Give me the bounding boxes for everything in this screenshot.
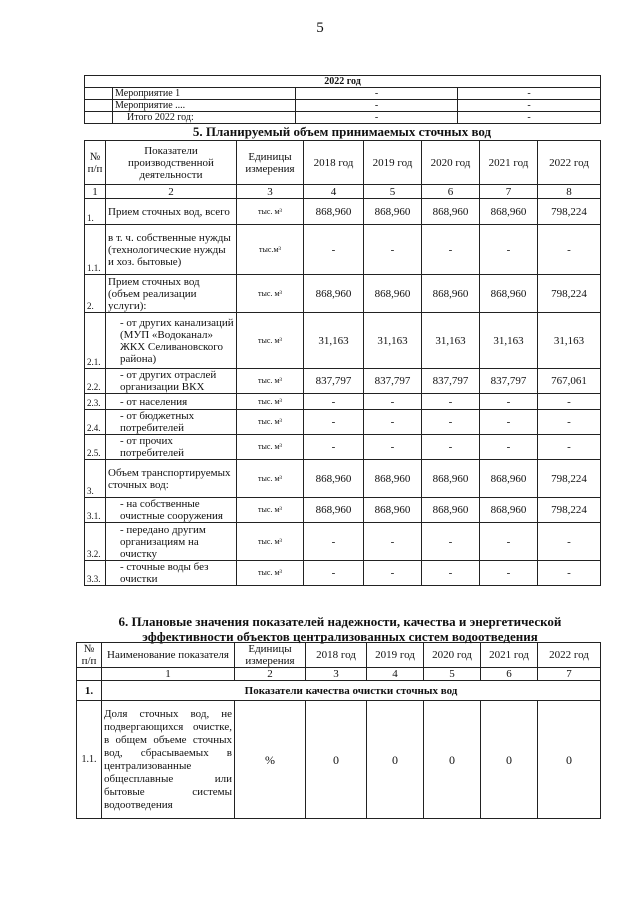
table-row — [85, 460, 601, 498]
row-unit: тыс. м³ — [237, 369, 304, 394]
header-indicator: Наименование показателя — [102, 643, 235, 668]
row-indicator: Прием сточных вод, всего — [106, 199, 237, 225]
row-unit: тыс. м³ — [237, 561, 304, 586]
row-indicator: Объем транспортируемых сточных вод: — [106, 460, 237, 498]
table-row — [85, 523, 601, 561]
row-number: 2.1. — [85, 313, 106, 369]
header-year: 2022 год — [538, 643, 601, 668]
table-row: Мероприятие .... - - — [85, 100, 601, 112]
row-value: - — [538, 561, 601, 586]
row-value: 868,960 — [364, 498, 422, 523]
table-row — [85, 435, 601, 460]
header-year: 2019 год — [367, 643, 424, 668]
row-value: - — [422, 225, 480, 275]
row-unit: тыс. м³ — [237, 435, 304, 460]
row-value: - — [304, 410, 364, 435]
row-indicator: - на собственные очистные сооружения — [106, 498, 237, 523]
row-value: - — [364, 435, 422, 460]
table-row: Итого 2022 год: - - — [85, 112, 601, 124]
row-value: - — [304, 435, 364, 460]
row-indicator: - от населения — [106, 394, 237, 410]
header-year: 2019 год — [364, 141, 422, 185]
row-number: 2.5. — [85, 435, 106, 460]
table-row — [85, 410, 601, 435]
row-value: 868,960 — [304, 460, 364, 498]
row-number: 3. — [85, 460, 106, 498]
row-indicator: - передано другим организациям на очистку — [106, 523, 237, 561]
row-value: - — [538, 225, 601, 275]
row-number: 3.3. — [85, 561, 106, 586]
row-value: 868,960 — [422, 275, 480, 313]
table-row — [85, 394, 601, 410]
group-row: 1. Показатели качества очистки сточных вод — [77, 681, 601, 701]
header-num: № п/п — [85, 141, 106, 185]
row-value: 798,224 — [538, 460, 601, 498]
row-number: 2. — [85, 275, 106, 313]
row-value: 837,797 — [304, 369, 364, 394]
row-value: 868,960 — [480, 498, 538, 523]
row-unit: тыс.м³ — [237, 225, 304, 275]
row-number: 2.4. — [85, 410, 106, 435]
row-value: - — [422, 410, 480, 435]
row-value: 837,797 — [364, 369, 422, 394]
row-value: 798,224 — [538, 275, 601, 313]
header-unit: Единицы измерения — [237, 141, 304, 185]
row-value: - — [480, 410, 538, 435]
activities-table — [84, 75, 601, 124]
row-indicator: - от прочих потребителей — [106, 435, 237, 460]
row-value: 31,163 — [304, 313, 364, 369]
row-unit: тыс. м³ — [237, 313, 304, 369]
row-value: 31,163 — [422, 313, 480, 369]
row-value: 868,960 — [364, 460, 422, 498]
row-value: - — [304, 523, 364, 561]
row-value: - — [304, 561, 364, 586]
row-number: 3.1. — [85, 498, 106, 523]
row-value: - — [422, 435, 480, 460]
row-unit: тыс. м³ — [237, 410, 304, 435]
row-value: - — [480, 523, 538, 561]
row-unit: тыс. м³ — [237, 394, 304, 410]
table-row: 1.1. Доля сточных вод, не подвергающихся очистке, в общем объеме сточных вод, сбрасываемых в централизованные общесплавные или бытовые системы водоотведения % 0 0 0 0 0 — [77, 701, 601, 819]
header-year: 2018 год — [304, 141, 364, 185]
row-value: - — [480, 225, 538, 275]
row-value: 868,960 — [422, 460, 480, 498]
column-numbers-row: 1 2 3 4 5 6 7 8 — [85, 185, 601, 199]
row-value: 798,224 — [538, 199, 601, 225]
row-number: 2.3. — [85, 394, 106, 410]
row-value: - — [364, 410, 422, 435]
header-num: № п/п — [77, 643, 102, 668]
row-value: 798,224 — [538, 498, 601, 523]
row-indicator: - от других канализаций (МУП «Водоканал» ЖКХ Селивановского района) — [106, 313, 237, 369]
row-unit: тыс. м³ — [237, 498, 304, 523]
section5-title: 5. Планируемый объем принимаемых сточных вод — [192, 124, 492, 139]
row-value: 868,960 — [480, 199, 538, 225]
table-row: Мероприятие 1 - - — [85, 88, 601, 100]
table-row — [85, 225, 601, 275]
row-unit: тыс. м³ — [237, 275, 304, 313]
row-number: 2.2. — [85, 369, 106, 394]
header-year: 2020 год — [424, 643, 481, 668]
header-year: 2018 год — [306, 643, 367, 668]
row-value: - — [422, 523, 480, 561]
row-value: 31,163 — [538, 313, 601, 369]
row-value: - — [364, 394, 422, 410]
row-value: 31,163 — [364, 313, 422, 369]
table-row — [85, 498, 601, 523]
table-row — [85, 561, 601, 586]
row-value: 868,960 — [422, 498, 480, 523]
row-unit: тыс. м³ — [237, 199, 304, 225]
row-number: 1. — [85, 199, 106, 225]
row-value: - — [538, 394, 601, 410]
column-numbers-row: 1 2 3 4 5 6 7 — [77, 668, 601, 681]
header-year: 2020 год — [422, 141, 480, 185]
row-value: - — [304, 225, 364, 275]
row-value: 868,960 — [304, 498, 364, 523]
row-value: - — [480, 561, 538, 586]
header-year: 2022 год — [538, 141, 601, 185]
row-unit: тыс. м³ — [237, 460, 304, 498]
row-value: - — [538, 410, 601, 435]
table-row — [85, 369, 601, 394]
row-value: 868,960 — [304, 275, 364, 313]
header-indicator: Показатели производственной деятельности — [106, 141, 237, 185]
row-value: 868,960 — [422, 199, 480, 225]
row-value: 868,960 — [304, 199, 364, 225]
table-row — [85, 199, 601, 225]
row-value: - — [480, 394, 538, 410]
section6-title: 6. Плановые значения показателей надежности, качества и энергетической эффективности объектов централизованных систем водоотведения — [118, 614, 562, 644]
row-value: - — [304, 394, 364, 410]
row-value: 868,960 — [480, 275, 538, 313]
row-number: 3.2. — [85, 523, 106, 561]
row-value: 767,061 — [538, 369, 601, 394]
table-row — [85, 313, 601, 369]
reliability-indicators-table — [76, 642, 601, 819]
row-indicator: в т. ч. собственные нужды (технологические нужды и хоз. бытовые) — [106, 225, 237, 275]
table-row — [85, 275, 601, 313]
row-indicator: - сточные воды без очистки — [106, 561, 237, 586]
header-year: 2021 год — [481, 643, 538, 668]
row-unit: тыс. м³ — [237, 523, 304, 561]
row-number: 1.1. — [85, 225, 106, 275]
row-indicator: - от бюджетных потребителей — [106, 410, 237, 435]
row-value: 868,960 — [364, 275, 422, 313]
header-unit: Единицы измерения — [235, 643, 306, 668]
row-value: 31,163 — [480, 313, 538, 369]
row-indicator: Прием сточных вод (объем реализации услуги): — [106, 275, 237, 313]
year-header: 2022 год — [85, 76, 601, 88]
row-value: 837,797 — [422, 369, 480, 394]
row-value: - — [364, 225, 422, 275]
row-value: 868,960 — [364, 199, 422, 225]
page-number: 5 — [316, 20, 324, 36]
row-value: - — [364, 523, 422, 561]
row-value: - — [538, 523, 601, 561]
row-value: - — [538, 435, 601, 460]
row-value: - — [480, 435, 538, 460]
row-value: 868,960 — [480, 460, 538, 498]
row-indicator: - от других отраслей организации ВКХ — [106, 369, 237, 394]
header-year: 2021 год — [480, 141, 538, 185]
row-value: - — [422, 561, 480, 586]
wastewater-volume-table — [84, 140, 601, 586]
row-value: 837,797 — [480, 369, 538, 394]
row-value: - — [364, 561, 422, 586]
row-value: - — [422, 394, 480, 410]
